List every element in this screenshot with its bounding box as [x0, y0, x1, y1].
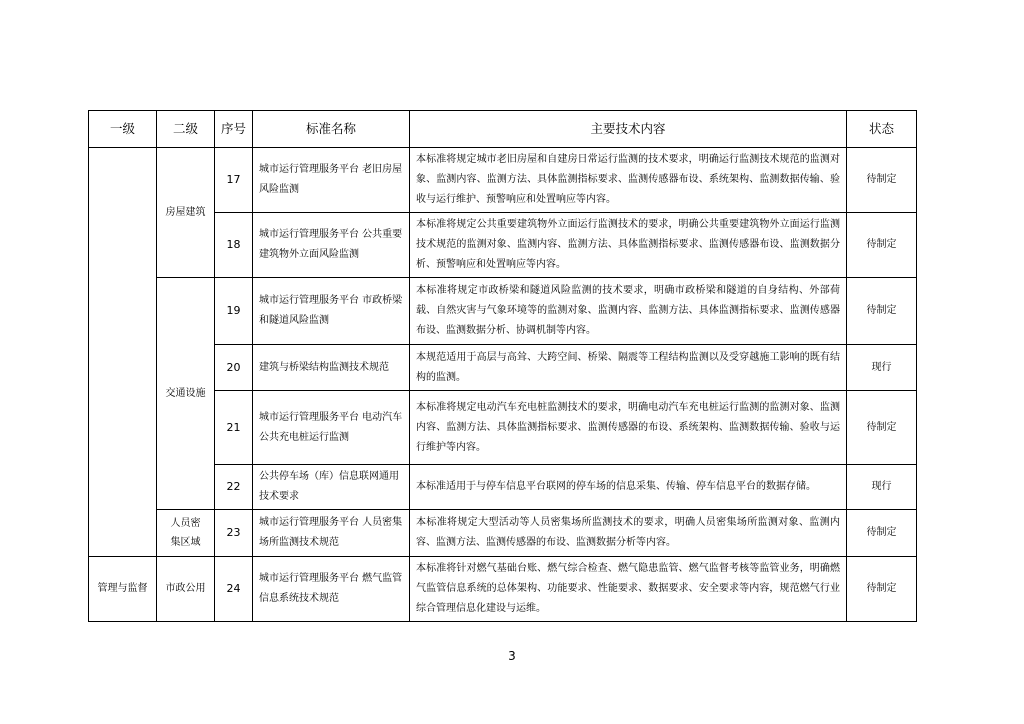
level2-cell-house: 房屋建筑	[157, 148, 215, 278]
name-cell: 建筑与桥梁结构监测技术规范	[253, 345, 410, 391]
header-status: 状态	[847, 111, 917, 148]
status-cell: 现行	[847, 465, 917, 510]
seq-cell: 23	[215, 510, 253, 557]
header-name: 标准名称	[253, 111, 410, 148]
status-cell: 待制定	[847, 148, 917, 213]
level1-cell-blank	[89, 148, 157, 557]
seq-cell: 21	[215, 391, 253, 465]
name-cell: 城市运行管理服务平台 老旧房屋风险监测	[253, 148, 410, 213]
name-cell: 城市运行管理服务平台 电动汽车公共充电桩运行监测	[253, 391, 410, 465]
level2-cell-municipal: 市政公用	[157, 557, 215, 622]
status-cell: 现行	[847, 345, 917, 391]
header-content: 主要技术内容	[410, 111, 847, 148]
table-row	[89, 557, 917, 622]
seq-cell: 18	[215, 213, 253, 278]
status-cell: 待制定	[847, 557, 917, 622]
seq-cell: 17	[215, 148, 253, 213]
content-cell: 本标准将规定大型活动等人员密集场所监测技术的要求，明确人员密集场所监测对象、监测内容、监测方法、监测传感器的布设、监测数据分析等内容。	[410, 510, 847, 557]
seq-cell: 22	[215, 465, 253, 510]
name-cell: 公共停车场（库）信息联网通用技术要求	[253, 465, 410, 510]
seq-cell: 24	[215, 557, 253, 622]
content-cell: 本标准将规定市政桥梁和隧道风险监测的技术要求，明确市政桥梁和隧道的自身结构、外部荷载、自然灾害与气象环境等的监测对象、监测内容、监测方法、具体监测指标要求、监测传感器布设、监测数据分析、协调机制等内容。	[410, 278, 847, 345]
level2-cell-traffic: 交通设施	[157, 278, 215, 510]
name-cell: 城市运行管理服务平台 燃气监管信息系统技术规范	[253, 557, 410, 622]
name-cell: 城市运行管理服务平台 人员密集场所监测技术规范	[253, 510, 410, 557]
table-row	[89, 510, 917, 557]
seq-cell: 19	[215, 278, 253, 345]
page-number: 3	[508, 649, 516, 663]
status-cell: 待制定	[847, 510, 917, 557]
table-header-row	[89, 111, 917, 148]
table-row	[89, 278, 917, 345]
header-level2: 二级	[157, 111, 215, 148]
content-cell: 本标准适用于与停车信息平台联网的停车场的信息采集、传输、停车信息平台的数据存储。	[410, 465, 847, 510]
seq-cell: 20	[215, 345, 253, 391]
content-cell: 本标准将规定公共重要建筑物外立面运行监测技术的要求，明确公共重要建筑物外立面运行监测技术规范的监测对象、监测内容、监测方法、具体监测指标要求、监测传感器布设、监测数据分析、预警响应和处置响应等内容。	[410, 213, 847, 278]
status-cell: 待制定	[847, 391, 917, 465]
level1-cell-mgmt: 管理与监督	[89, 557, 157, 622]
name-cell: 城市运行管理服务平台 公共重要建筑物外立面风险监测	[253, 213, 410, 278]
header-level1: 一级	[89, 111, 157, 148]
level2-cell-crowd: 人员密集区域	[157, 510, 215, 557]
status-cell: 待制定	[847, 213, 917, 278]
table-row	[89, 148, 917, 213]
header-seq: 序号	[215, 111, 253, 148]
content-cell: 本标准将针对燃气基础台账、燃气综合检查、燃气隐患监管、燃气监督考核等监管业务，明确燃气监管信息系统的总体架构、功能要求、性能要求、数据要求、安全要求等内容，规范燃气行业综合管理信息化建设与运维。	[410, 557, 847, 622]
content-cell: 本规范适用于高层与高耸、大跨空间、桥梁、隔震等工程结构监测以及受穿越施工影响的既有结构的监测。	[410, 345, 847, 391]
content-cell: 本标准将规定电动汽车充电桩监测技术的要求，明确电动汽车充电桩运行监测的监测对象、监测内容、监测方法、具体监测指标要求、监测传感器的布设、系统架构、监测数据传输、验收与运行维护等内容。	[410, 391, 847, 465]
name-cell: 城市运行管理服务平台 市政桥梁和隧道风险监测	[253, 278, 410, 345]
content-cell: 本标准将规定城市老旧房屋和自建房日常运行监测的技术要求，明确运行监测技术规范的监测对象、监测内容、监测方法、具体监测指标要求、监测传感器布设、系统架构、监测数据传输、验收与运行维护、预警响应和处置响应等内容。	[410, 148, 847, 213]
standards-table	[88, 110, 917, 622]
status-cell: 待制定	[847, 278, 917, 345]
